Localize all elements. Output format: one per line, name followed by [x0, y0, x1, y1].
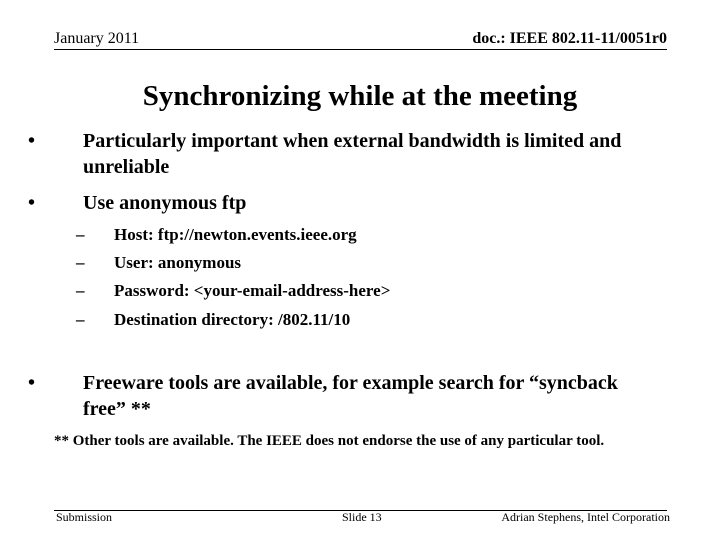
bullet-text: Freeware tools are available, for example search for “syncback free” ** — [83, 372, 618, 420]
sub-bullet-dash: – — [76, 310, 85, 329]
footer-submission: Submission — [56, 510, 113, 524]
bullet-dot: • — [28, 372, 36, 394]
header-rule — [54, 49, 667, 50]
bullet-item — [28, 370, 643, 422]
bullet-text: Particularly important when external bandwidth is limited and unreliable — [83, 130, 622, 178]
sub-bullet-text: Host: ftp://newton.events.ieee.org — [114, 225, 357, 244]
sub-bullet-text: Destination directory: /802.11/10 — [114, 310, 351, 329]
sub-bullet-dash: – — [76, 281, 85, 300]
header-date: January 2011 — [54, 30, 140, 47]
bullet-item — [28, 190, 643, 216]
sub-bullet-item — [76, 224, 357, 246]
sub-bullet-text: Password: <your-email-address-here> — [114, 281, 391, 300]
footer-author: Adrian Stephens, Intel Corporation — [501, 510, 670, 524]
footnote-text: ** Other tools are available. The IEEE does not endorse the use of any particular tool. — [54, 433, 605, 449]
slide-title: Synchronizing while at the meeting — [142, 80, 578, 112]
footer-slide-number: Slide 13 — [342, 510, 382, 524]
sub-bullet-dash: – — [76, 225, 85, 244]
bullet-text: Use anonymous ftp — [83, 192, 247, 214]
sub-bullet-item — [76, 252, 241, 274]
bullet-dot: • — [28, 130, 36, 152]
bullet-dot: • — [28, 192, 36, 214]
header-doc-id: doc.: IEEE 802.11-11/0051r0 — [472, 30, 667, 47]
sub-bullet-item — [76, 309, 350, 331]
footnote — [54, 430, 634, 452]
sub-bullet-dash: – — [76, 253, 85, 272]
bullet-item — [28, 128, 643, 180]
sub-bullet-item — [76, 280, 390, 302]
sub-bullet-text: User: anonymous — [114, 253, 242, 272]
